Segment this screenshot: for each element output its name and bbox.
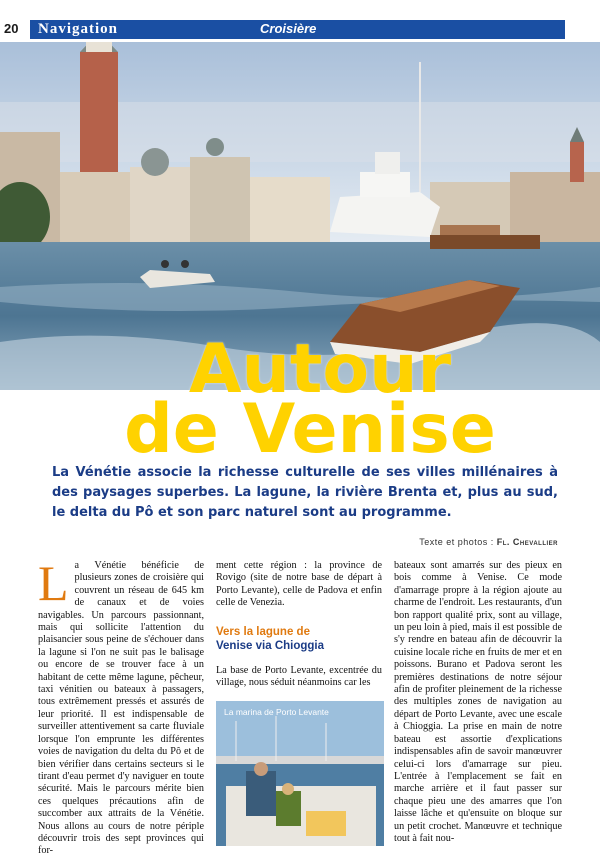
page-number: 20	[4, 21, 19, 36]
column-3-text: bateaux sont amarrés sur des pieux en bois comme à Venise. Ce mode d'amarrage propre à la région ajoute au charme de l'endroit. Les restaurants, d'un bon rapport qualité prix, sont au village, un peu loin à pied, mais il est possible de s'y rendre en bateau afin de découvrir la cuisine locale riche en fruits de mer et en poissons. Burano et Padova seront les premières destinations de notre séjour afin de profiter pleinement de la richesse des multiples zones de navigation au départ de Porto Levante, avec une escale à Chioggia. La prise en main de notre bateau est assortie d'explications indispensables afin de savoir manœuvrer celui-ci lors d'amarrage sur pieu. L'entrée à l'emplacement se fait en marche arrière et il faut passer sur chaque pieu une des amarres que l'on laisse lâche et qu'ensuite on bloque sur un petit crochet. Manœuvre et technique tout à fait nou-	[394, 560, 562, 844]
page-header	[0, 18, 600, 40]
article-column-2	[216, 560, 382, 610]
drop-cap: L	[38, 555, 69, 611]
credits	[419, 537, 558, 547]
section-title: Navigation	[38, 21, 119, 37]
column-2-continued: La base de Porto Levante, excentrée du village, nous séduit néanmoins car les	[216, 665, 382, 689]
subsection-title: Croisière	[260, 21, 317, 36]
intro-paragraph: La Vénétie associe la richesse culturelle de ses villes millénaires à des paysages superbes. La lagune, la rivière Brenta et, plus au sud, le delta du Pô et son parc naturel sont au programme.	[52, 465, 558, 520]
credits-author: Fl. Chevallier	[496, 537, 558, 547]
subheading-line2: Venise via Chioggia	[216, 640, 325, 652]
article-column-1	[38, 555, 204, 858]
subheading-line1: Vers la lagune de	[216, 626, 310, 638]
credits-label: Texte et photos :	[419, 537, 494, 547]
column-2-text: ment cette région : la province de Rovigo (site de notre base de départ à Porto Levante), celle de Padova et enfin celle de Venezia.	[216, 560, 382, 609]
photo-caption: La marina de Porto Levante	[224, 707, 329, 717]
headline	[0, 330, 600, 469]
headline-line1: Autour	[188, 330, 452, 409]
section-bar	[30, 20, 565, 39]
subheading	[216, 625, 386, 653]
marina-photo	[216, 701, 384, 846]
headline-line2: de Venise	[124, 390, 496, 469]
column-1-text: a Vénétie bénéficie de plusieurs zones de croisière qui couvrent un réseau de 645 km de canaux et de voies navigables. Un parcours passionnant, mais qui sollicite l'attention du plaisancier sous peine de s'échouer dans la lagune si l'on ne suit pas le balisage ou encore de se trouver face à un habitant de cette même lagune, pêcheur, taxi vénitien ou bateaux à passagers, tous extrêmement pressés et assurés de leur priorité. Il est indispensable de surveiller attentivement sa carte fluviale lorsque l'on emprunte les différentes voies de navigation du delta du Pô et de bien vérifier dans certains secteurs si le tirant d'eau permet d'y naviguer en toute sécurité. Mais le parcours mérite bien ces quelques précautions afin de succomber aux attraits de la Vénétie. Nous allons au cours de notre périple découvrir trois des sept provinces qui for-	[38, 560, 204, 857]
article-column-3	[394, 560, 562, 845]
